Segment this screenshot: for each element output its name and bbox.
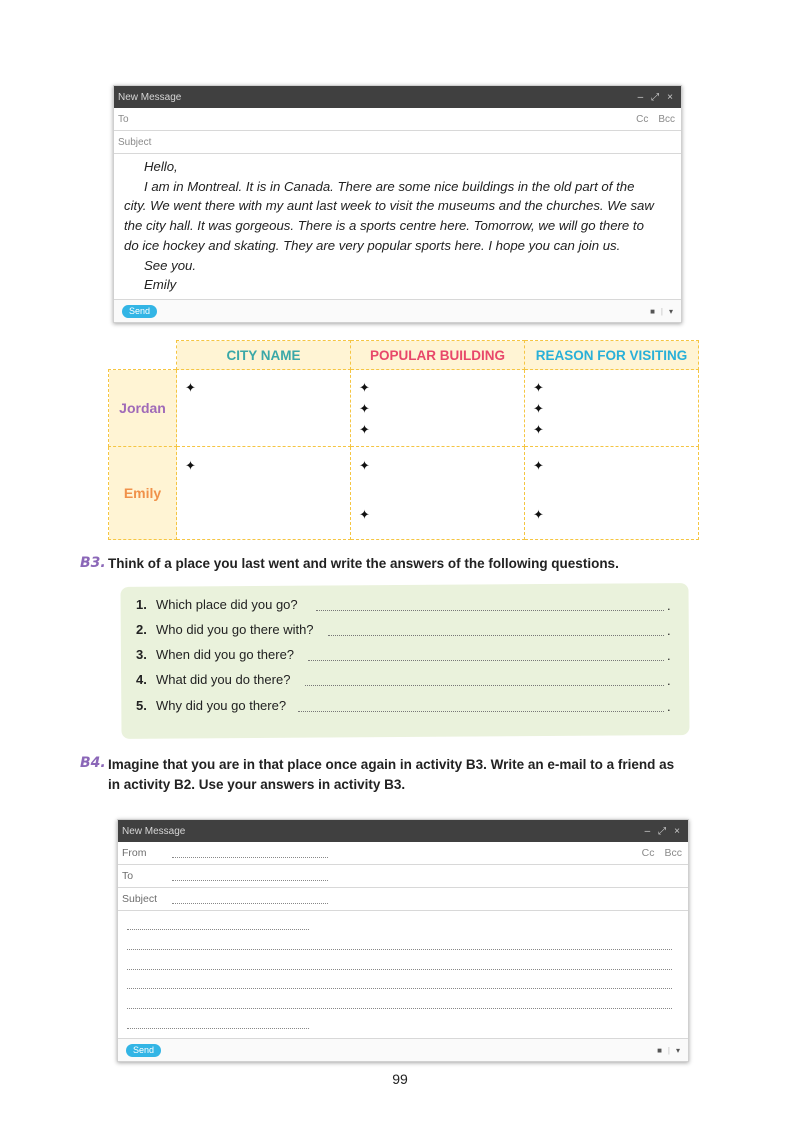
to-label: To	[118, 113, 129, 125]
email-title: New Message	[122, 825, 186, 837]
to-label: To	[122, 870, 134, 882]
bullet-icon: ✦	[533, 458, 544, 473]
bullet-icon: ✦	[533, 507, 544, 522]
send-button[interactable]: Send	[126, 1044, 161, 1057]
b4-instruction-line-2: in activity B2. Use your answers in activity B3.	[108, 777, 406, 792]
question-1: 1. Which place did you go?	[136, 597, 298, 612]
answer-line[interactable]	[328, 635, 664, 636]
page-number: 99	[392, 1071, 408, 1087]
activity-label-b3: B3.	[80, 555, 106, 571]
bullet-icon: ✦	[533, 401, 544, 416]
subject-field[interactable]	[118, 888, 688, 911]
row-label-emily: Emily	[109, 447, 177, 540]
answer-line[interactable]	[305, 685, 664, 686]
writing-line[interactable]	[127, 1008, 672, 1009]
cc-link[interactable]: Cc	[641, 847, 655, 859]
answer-line[interactable]	[308, 660, 664, 661]
bullet-icon: ✦	[533, 422, 544, 437]
sample-email-window	[113, 85, 682, 323]
to-field[interactable]	[114, 108, 681, 131]
header-reason-for-visiting: REASON FOR VISITING	[525, 341, 699, 370]
row-label-jordan: Jordan	[109, 370, 177, 447]
b4-instruction-line-1: Imagine that you are in that place once again in activity B3. Write an e-mail to a friend as	[108, 757, 675, 772]
header-popular-building: POPULAR BUILDING	[351, 341, 525, 370]
bullet-icon: ✦	[359, 380, 370, 395]
bcc-link[interactable]: Bcc	[658, 113, 675, 125]
to-answer-line[interactable]	[172, 880, 328, 881]
expand-icon[interactable]: ⤢	[658, 825, 667, 837]
answer-cell[interactable]	[351, 447, 525, 540]
body-line: the city hall. It was gorgeous. There is a sports centre here. Tomorrow, we will go there to	[124, 218, 644, 234]
comparison-table	[108, 340, 699, 540]
email-title: New Message	[118, 91, 182, 103]
question-4: 4. What did you do there?	[136, 672, 291, 687]
answer-cell[interactable]	[525, 370, 699, 447]
closing: See you.	[144, 257, 197, 273]
answer-cell[interactable]	[177, 447, 351, 540]
greeting: Hello,	[144, 159, 178, 174]
email-title-bar	[114, 86, 681, 108]
minimize-icon[interactable]: –	[637, 91, 644, 103]
header-city-name: CITY NAME	[177, 341, 351, 370]
subject-answer-line[interactable]	[172, 903, 328, 904]
close-icon[interactable]: ×	[667, 91, 673, 103]
email-footer: Send ■ | ▾	[114, 299, 681, 322]
writing-line[interactable]	[127, 949, 672, 950]
to-field[interactable]	[118, 865, 688, 888]
trash-icon[interactable]: ■	[657, 1045, 662, 1055]
bullet-icon: ✦	[359, 422, 370, 437]
bullet-icon: ✦	[533, 380, 544, 395]
close-icon[interactable]: ×	[674, 825, 680, 837]
signature: Emily	[144, 277, 177, 293]
trash-icon[interactable]: ■	[650, 306, 655, 316]
answer-cell[interactable]	[525, 447, 699, 540]
body-line: city. We went there with my aunt last week to visit the museums and the churches. We saw	[124, 198, 654, 214]
expand-icon[interactable]: ⤢	[651, 91, 660, 103]
question-2: 2. Who did you go there with?	[136, 622, 314, 637]
bullet-icon: ✦	[359, 458, 370, 473]
question-3: 3. When did you go there?	[136, 647, 295, 662]
answer-cell[interactable]	[177, 370, 351, 447]
bcc-link[interactable]: Bcc	[664, 847, 682, 859]
subject-label: Subject	[118, 136, 152, 148]
email-footer: Send ■ | ▾	[118, 1038, 688, 1061]
from-answer-line[interactable]	[172, 857, 328, 858]
body-line: do ice hockey and skating. They are very popular sports here. I hope you can join us.	[124, 237, 621, 253]
bullet-icon: ✦	[359, 401, 370, 416]
writing-line[interactable]	[127, 929, 309, 930]
cc-link[interactable]: Cc	[636, 113, 649, 125]
body-line: I am in Montreal. It is in Canada. There are some nice buildings in the old part of the	[144, 178, 635, 194]
compose-email-window	[117, 819, 689, 1062]
email-title-bar	[118, 820, 688, 842]
question-5: 5. Why did you go there?	[136, 698, 287, 713]
subject-field[interactable]	[114, 131, 681, 154]
writing-line[interactable]	[127, 969, 672, 970]
from-label: From	[122, 847, 147, 859]
from-field[interactable]	[118, 842, 688, 865]
answer-line[interactable]	[316, 610, 664, 611]
b3-instruction: Think of a place you last went and write the answers of the following questions.	[108, 556, 619, 571]
email-body	[114, 154, 681, 295]
minimize-icon[interactable]: –	[644, 825, 651, 837]
bullet-icon: ✦	[185, 380, 196, 395]
answer-line[interactable]	[298, 711, 664, 712]
bullet-icon: ✦	[185, 458, 196, 473]
writing-line[interactable]	[127, 1028, 309, 1029]
answer-cell[interactable]	[351, 370, 525, 447]
activity-label-b4: B4.	[80, 755, 106, 771]
more-options-icon[interactable]: ▾	[668, 306, 673, 316]
subject-label: Subject	[122, 893, 158, 905]
writing-line[interactable]	[127, 988, 672, 989]
more-options-icon[interactable]: ▾	[675, 1045, 680, 1055]
send-button[interactable]: Send	[122, 305, 157, 318]
bullet-icon: ✦	[359, 507, 370, 522]
